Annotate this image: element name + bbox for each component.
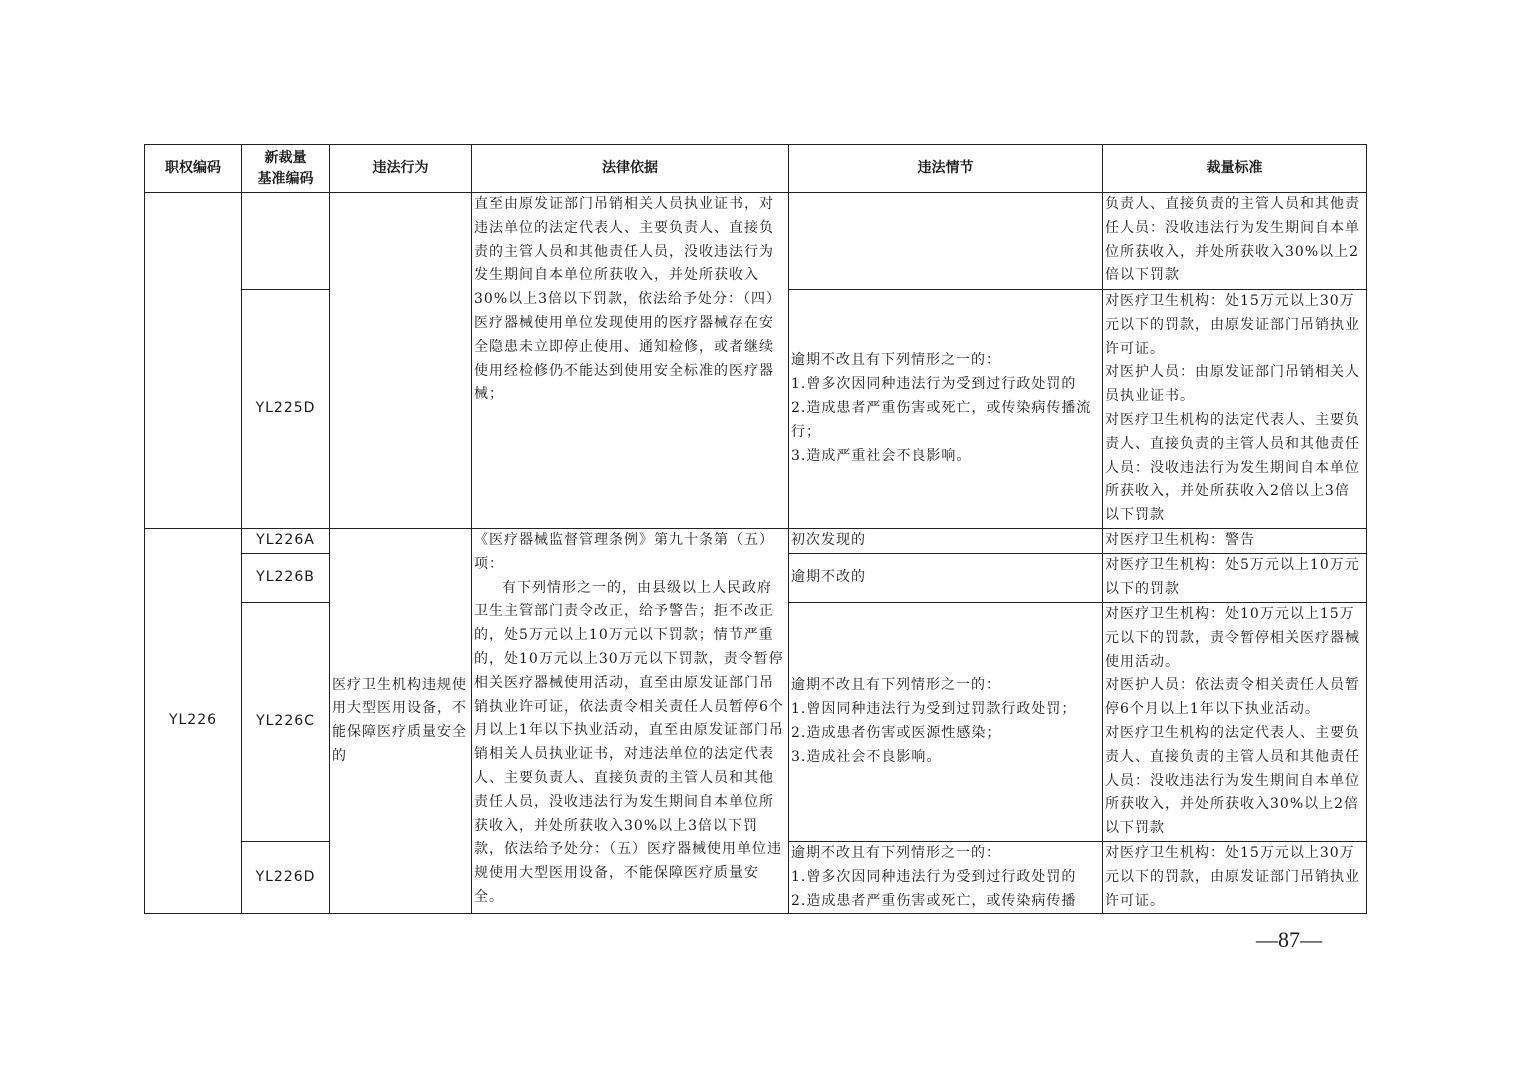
legal-basis-cell: 直至由原发证部门吊销相关人员执业证书，对违法单位的法定代表人、主要负责人、直接负责的主管人员和其他责任人员，没收违法行为发生期间自本单位所获收入，并处所获收入30%以上3倍以下罚款，依法给予处分：（四）医疗器械使用单位发现使用的医疗器械存在安全隐患未立即停止使用、通知检修，或者继续使用经检修仍不能达到使用安全标准的医疗器械；: [472, 193, 789, 529]
legal-basis-title: 《医疗器械监督管理条例》第九十条第（五）项：: [474, 531, 774, 572]
benchmark-code-cell: YL226B: [242, 553, 330, 602]
table-row: [145, 193, 1367, 290]
circumstance-cell: 逾期不改且有下列情形之一的： 1.曾多次因同种违法行为受到过行政处罚的 2.造成患者严重伤害或死亡，或传染病传播: [789, 841, 1103, 913]
penalty-table: [144, 144, 1367, 914]
benchmark-code-cell: YL225D: [242, 290, 330, 529]
header-row: [145, 145, 1367, 193]
page-number: —87—: [1256, 927, 1322, 952]
benchmark-code-cell: YL226D: [242, 841, 330, 913]
header-circumstance: 违法情节: [789, 145, 1103, 193]
authority-code-cell: YL226: [145, 528, 242, 913]
standard-cell: 对医疗卫生机构：处15万元以上30万元以下的罚款，由原发证部门吊销执业许可证。 对医护人员：由原发证部门吊销相关人员执业证书。 对医疗卫生机构的法定代表人、主要负责人、直接负责的主管人员和其他责任人员：没收违法行为发生期间自本单位所获收入，并处所获收入2倍以上3倍以下罚款: [1103, 290, 1367, 529]
benchmark-code-cell: [242, 193, 330, 290]
circumstance-cell: 逾期不改且有下列情形之一的： 1.曾多次因同种违法行为受到过行政处罚的 2.造成患者严重伤害或死亡，或传染病传播流行； 3.造成严重社会不良影响。: [789, 290, 1103, 529]
circumstance-cell: 逾期不改的: [789, 553, 1103, 602]
standard-cell: 对医疗卫生机构：处10万元以上15万元以下的罚款，责令暂停相关医疗器械使用活动。 对医护人员：依法责令相关责任人员暂停6个月以上1年以下执业活动。 对医疗卫生机构的法定代表人、主要负责人、直接负责的主管人员和其他责任人员：没收违法行为发生期间自本单位所获收入，并处所获收入30%以上2倍以下罚款: [1103, 602, 1367, 841]
standard-cell: 对医疗卫生机构：处5万元以上10万元以下的罚款: [1103, 553, 1367, 602]
circumstance-cell: [789, 193, 1103, 290]
header-violation: 违法行为: [330, 145, 472, 193]
standard-cell: 对医疗卫生机构：处15万元以上30万元以下的罚款，由原发证部门吊销执业许可证。: [1103, 841, 1367, 913]
authority-code-cell: [145, 193, 242, 529]
benchmark-code-cell: YL226C: [242, 602, 330, 841]
legal-basis-body: 有下列情形之一的，由县级以上人民政府卫生主管部门责令改正，给予警告；拒不改正的，处5万元以上10万元以下罚款；情节严重的，处10万元以上30万元以下罚款，责令暂停相关医疗器械使用活动，直至由原发证部门吊销执业许可证，依法责令相关责任人员暂停6个月以上1年以下执业活动，直至由原发证部门吊销相关人员执业证书，对违法单位的法定代表人、主要负责人、直接负责的主管人员和其他责任人员，没收违法行为发生期间自本单位所获收入，并处所获收入30%以上3倍以下罚款，依法给予处分：（五）医疗器械使用单位违规使用大型医用设备，不能保障医疗质量安全。: [474, 579, 784, 905]
table-row: [145, 528, 1367, 553]
legal-basis-cell: [472, 528, 789, 913]
header-benchmark-code: 新裁量 基准编码: [242, 145, 330, 193]
benchmark-code-cell: YL226A: [242, 528, 330, 553]
circumstance-cell: 逾期不改且有下列情形之一的： 1.曾因同种违法行为受到过罚款行政处罚； 2.造成患者伤害或医源性感染； 3.造成社会不良影响。: [789, 602, 1103, 841]
header-standard: 裁量标准: [1103, 145, 1367, 193]
standard-cell: 负责人、直接负责的主管人员和其他责任人员：没收违法行为发生期间自本单位所获收入，并处所获收入30%以上2倍以下罚款: [1103, 193, 1367, 290]
header-legal-basis: 法律依据: [472, 145, 789, 193]
header-authority-code: 职权编码: [145, 145, 242, 193]
violation-cell: 医疗卫生机构违规使用大型医用设备，不能保障医疗质量安全的: [330, 528, 472, 913]
circumstance-cell: 初次发现的: [789, 528, 1103, 553]
standard-cell: 对医疗卫生机构：警告: [1103, 528, 1367, 553]
violation-cell: [330, 193, 472, 529]
